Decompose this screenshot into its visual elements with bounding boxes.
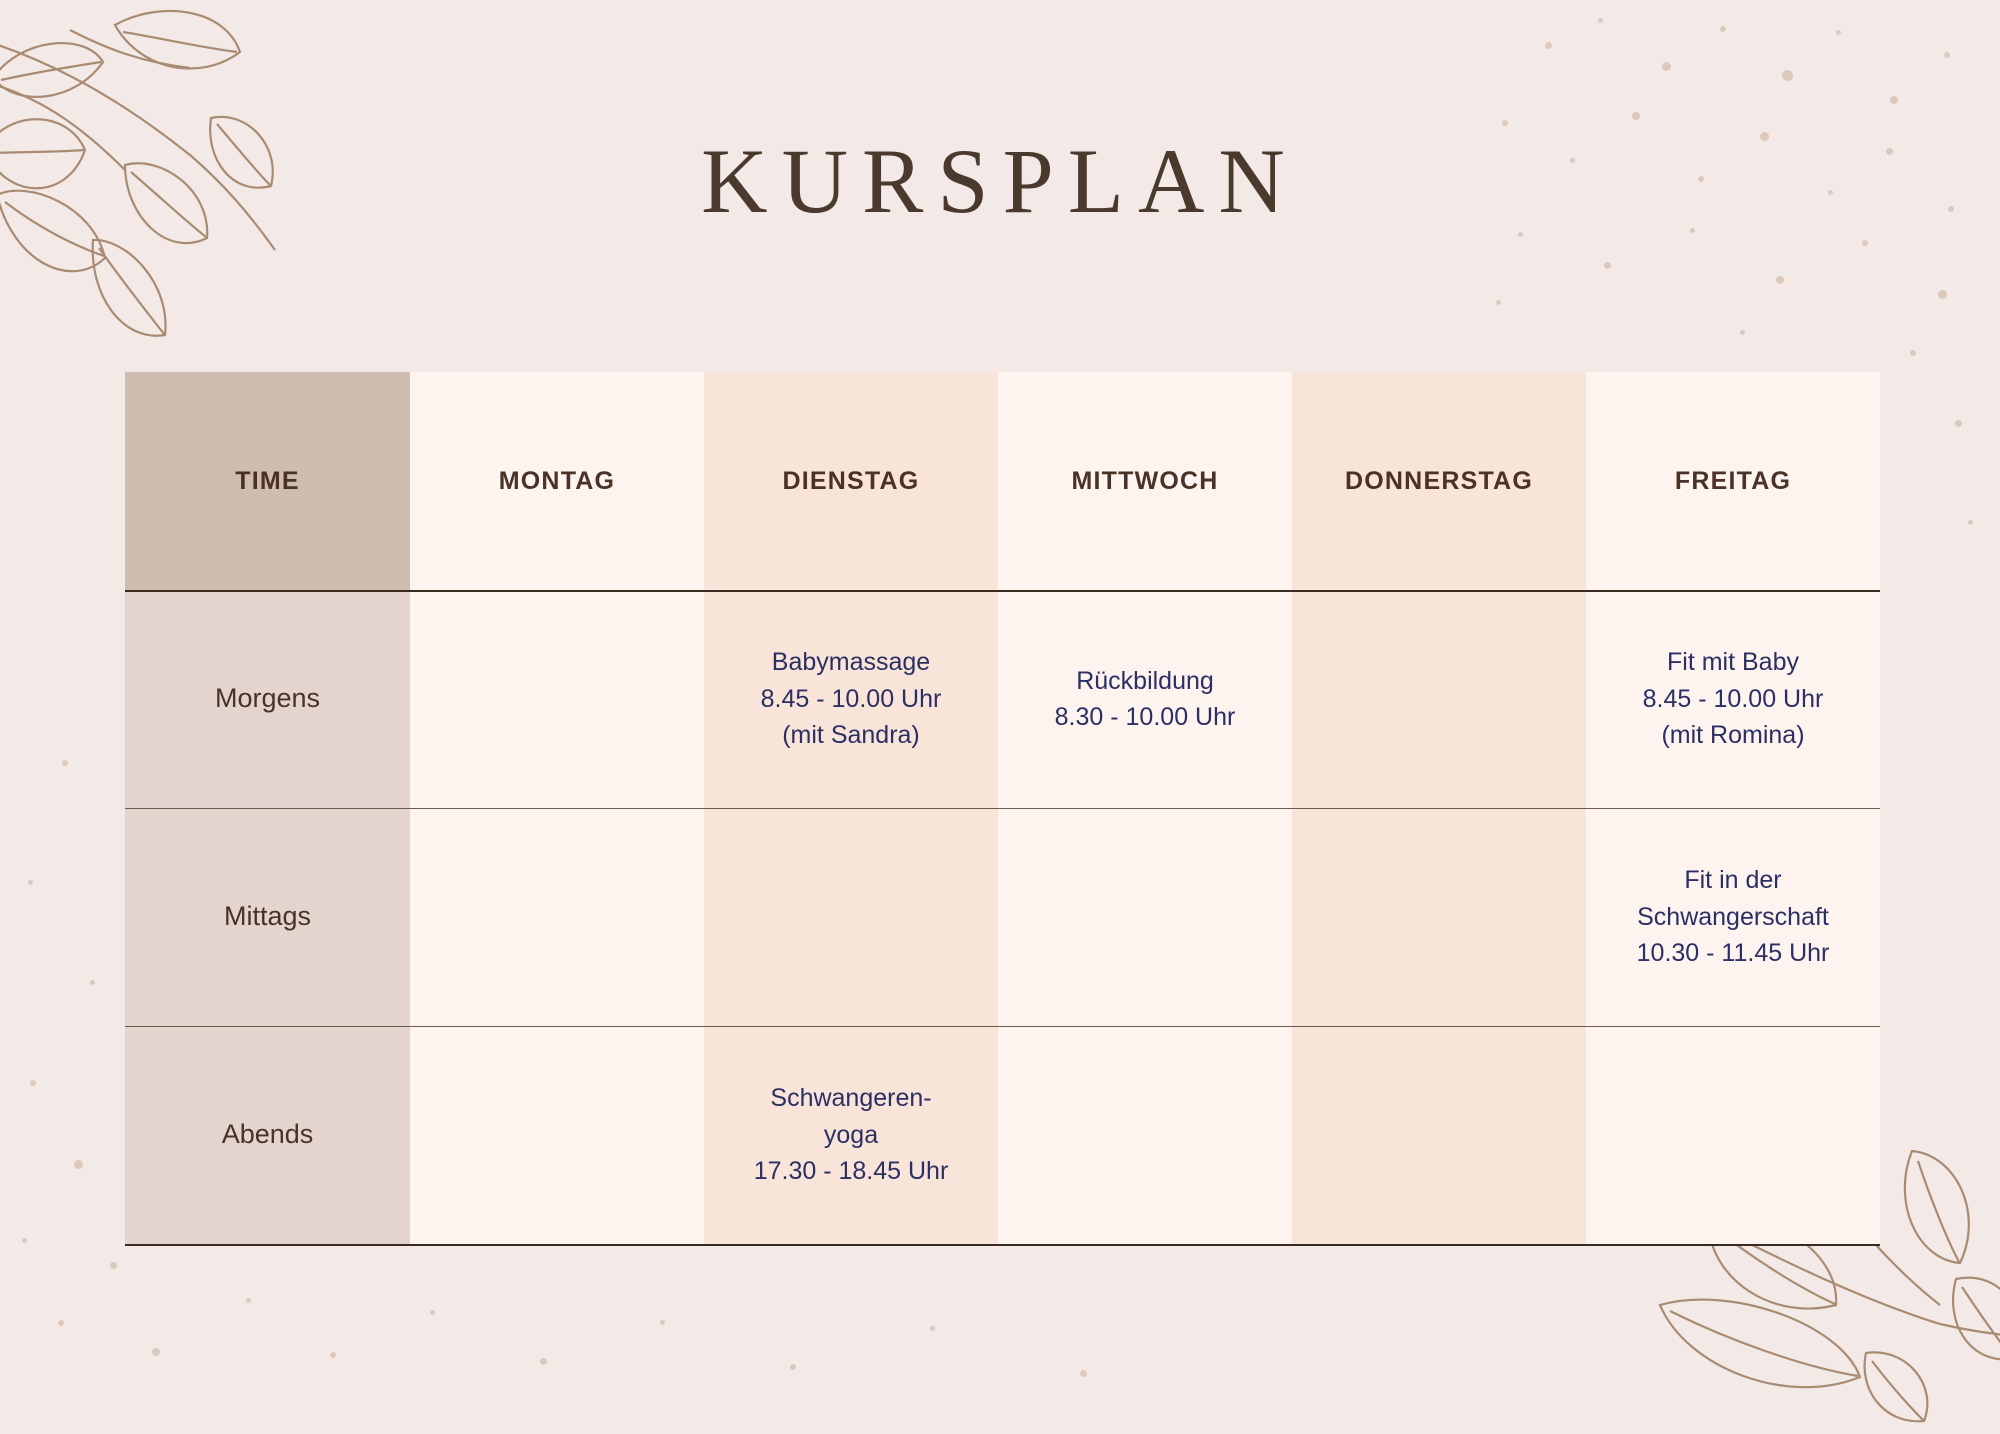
entry-line: Schwangeren-: [770, 1084, 932, 1113]
entry-line: 8.45 - 10.00 Uhr: [760, 684, 942, 713]
schedule-sheet: [125, 372, 1880, 1244]
cell-freitag-abends[interactable]: [1586, 1026, 1880, 1244]
column-header-freitag: FREITAG: [1586, 372, 1880, 590]
cell-mittwoch-mittags[interactable]: [998, 808, 1292, 1026]
cell-donnerstag-abends[interactable]: [1292, 1026, 1586, 1244]
entry-line: Babymassage: [771, 648, 931, 677]
table-header-row: [125, 372, 1880, 590]
table-row: [125, 808, 1880, 1026]
column-header-montag: MONTAG: [410, 372, 704, 590]
entry-line: 17.30 - 18.45 Uhr: [753, 1157, 949, 1186]
entry-line: 10.30 - 11.45 Uhr: [1636, 939, 1830, 968]
row-label-mittags: Mittags: [125, 808, 410, 1026]
row-label-abends: Abends: [125, 1026, 410, 1244]
entry-line: Fit mit Baby: [1667, 648, 1799, 677]
column-header-donnerstag: DONNERSTAG: [1292, 372, 1586, 590]
entry-line: 8.30 - 10.00 Uhr: [1054, 703, 1236, 731]
table-row: [125, 590, 1880, 808]
entry-line: (mit Romina): [1661, 721, 1805, 750]
entry-line: Fit in der: [1684, 866, 1782, 895]
column-header-dienstag: DIENSTAG: [704, 372, 998, 590]
cell-mittwoch-morgens[interactable]: [998, 590, 1292, 808]
cell-donnerstag-morgens[interactable]: [1292, 590, 1586, 808]
cell-donnerstag-mittags[interactable]: [1292, 808, 1586, 1026]
column-header-time: TIME: [125, 372, 410, 590]
entry-line: yoga: [823, 1120, 879, 1149]
page-title: KURSPLAN: [701, 130, 1299, 232]
entry-line: Schwangerschaft: [1637, 902, 1829, 931]
cell-mittwoch-abends[interactable]: [998, 1026, 1292, 1244]
column-header-mittwoch: MITTWOCH: [998, 372, 1292, 590]
cell-montag-morgens[interactable]: [410, 590, 704, 808]
cell-freitag-morgens[interactable]: [1586, 590, 1880, 808]
entry-line: 8.45 - 10.00 Uhr: [1642, 684, 1824, 713]
entry-line: (mit Sandra): [782, 721, 920, 750]
cell-dienstag-mittags[interactable]: [704, 808, 998, 1026]
table-divider: [125, 1244, 1880, 1246]
row-label-morgens: Morgens: [125, 590, 410, 808]
cell-freitag-mittags[interactable]: [1586, 808, 1880, 1026]
schedule-table: [125, 372, 1880, 1244]
cell-montag-abends[interactable]: [410, 1026, 704, 1244]
table-row: [125, 1026, 1880, 1244]
cell-dienstag-abends[interactable]: [704, 1026, 998, 1244]
cell-montag-mittags[interactable]: [410, 808, 704, 1026]
entry-line: Rückbildung: [1076, 666, 1214, 695]
cell-dienstag-morgens[interactable]: [704, 590, 998, 808]
